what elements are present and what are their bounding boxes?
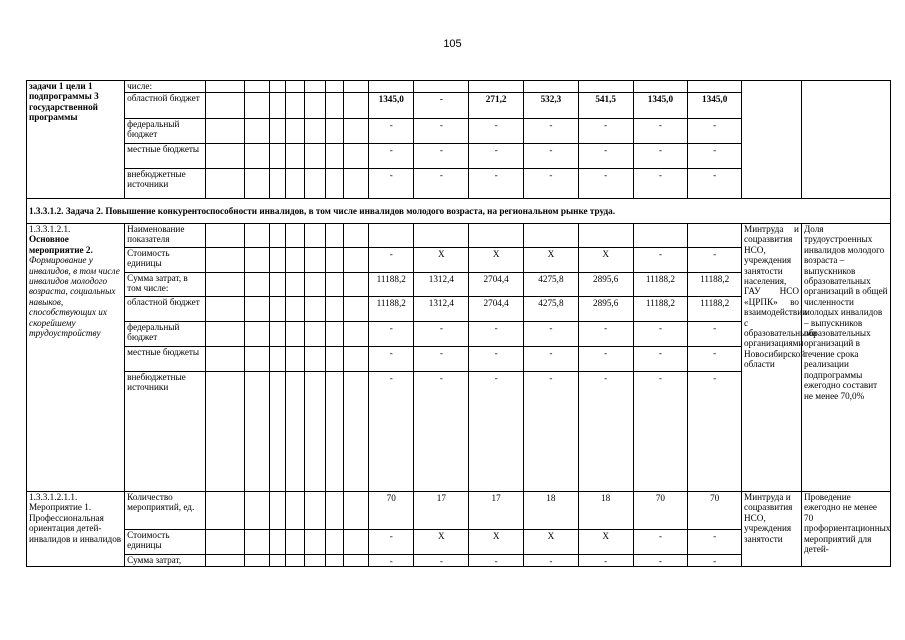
empty-cell — [304, 119, 325, 144]
row-label: Стоимость единицы — [125, 248, 206, 273]
empty-cell — [269, 372, 286, 492]
value-cell: - — [688, 530, 742, 555]
empty-cell — [269, 248, 286, 273]
value-cell: 1345,0 — [369, 93, 414, 119]
value-cell — [633, 224, 688, 248]
value-cell — [414, 224, 469, 248]
empty-cell — [245, 372, 270, 492]
value-cell: - — [469, 555, 524, 567]
value-cell: 1345,0 — [688, 93, 742, 119]
activity-name-cell — [27, 224, 125, 492]
row-label: Стоимость единицы — [125, 530, 206, 555]
empty-cell — [344, 273, 369, 297]
row-label: числе: — [125, 81, 206, 93]
empty-cell — [269, 297, 286, 322]
empty-cell — [245, 169, 270, 199]
empty-cell — [325, 169, 344, 199]
empty-cell — [286, 169, 305, 199]
value-cell: 18 — [578, 492, 633, 530]
value-cell: 4275,8 — [524, 297, 579, 322]
value-cell: 2895,6 — [578, 273, 633, 297]
value-cell: - — [369, 322, 414, 347]
activity-title: Мероприятие 1. Профессиональная ориентация детей-инвалидов и инвалидов — [29, 502, 122, 544]
value-cell: - — [524, 322, 579, 347]
empty-cell — [205, 297, 244, 322]
executor-cell: Минтруда и соцразвития НСО, учреждения занятости — [742, 492, 802, 567]
empty-cell — [245, 224, 270, 248]
value-cell: 70 — [633, 492, 688, 530]
empty-cell — [304, 224, 325, 248]
program-name-line: программы — [29, 112, 78, 123]
empty-cell — [304, 322, 325, 347]
value-cell — [369, 224, 414, 248]
row-label: областной бюджет — [125, 93, 206, 119]
empty-cell — [325, 81, 344, 93]
row-label: федеральный бюджет — [125, 322, 206, 347]
empty-cell — [205, 144, 244, 169]
program-name-line: подпрограммы 3 — [29, 91, 99, 102]
program-name-cell — [27, 81, 125, 199]
empty-cell — [344, 347, 369, 372]
value-cell: - — [688, 248, 742, 273]
value-cell — [469, 224, 524, 248]
value-cell: - — [688, 144, 742, 169]
value-cell: 11188,2 — [369, 273, 414, 297]
empty-cell — [269, 93, 286, 119]
value-cell: - — [524, 144, 579, 169]
value-cell: - — [469, 347, 524, 372]
empty-cell — [286, 224, 305, 248]
value-cell: - — [414, 372, 469, 492]
result-cell: Проведение ежегодно не менее 70 профориентационных мероприятий для детей- — [801, 492, 890, 567]
empty-cell — [344, 322, 369, 347]
program-name-line: задачи 1 цели 1 — [29, 81, 93, 91]
empty-cell — [245, 93, 270, 119]
empty-cell — [344, 248, 369, 273]
empty-cell — [325, 248, 344, 273]
empty-cell — [344, 81, 369, 93]
empty-cell — [269, 530, 286, 555]
value-cell: 17 — [469, 492, 524, 530]
empty-cell — [325, 492, 344, 530]
empty-cell — [269, 322, 286, 347]
empty-cell — [205, 119, 244, 144]
empty-cell — [245, 119, 270, 144]
value-cell — [524, 81, 579, 93]
empty-cell — [245, 347, 270, 372]
value-cell: - — [414, 144, 469, 169]
empty-cell — [344, 93, 369, 119]
empty-cell — [286, 144, 305, 169]
value-cell: - — [524, 347, 579, 372]
value-cell: 70 — [688, 492, 742, 530]
table-row — [27, 492, 891, 530]
empty-cell — [344, 169, 369, 199]
value-cell: - — [688, 169, 742, 199]
row-label: Наименование показателя — [125, 224, 206, 248]
empty-cell — [344, 372, 369, 492]
activity-name-cell — [27, 492, 125, 567]
empty-cell — [205, 347, 244, 372]
value-cell: - — [469, 119, 524, 144]
value-cell: - — [369, 169, 414, 199]
value-cell: X — [414, 248, 469, 273]
value-cell — [578, 81, 633, 93]
value-cell — [633, 81, 688, 93]
program-name-line: государственной — [29, 101, 98, 112]
row-label: федеральный бюджет — [125, 119, 206, 144]
empty-cell — [269, 119, 286, 144]
value-cell: - — [578, 322, 633, 347]
empty-cell — [286, 347, 305, 372]
value-cell: 2704,4 — [469, 273, 524, 297]
value-cell: - — [469, 322, 524, 347]
empty-cell — [325, 93, 344, 119]
row-label: Сумма затрат, в том числе: — [125, 273, 206, 297]
empty-cell — [205, 322, 244, 347]
value-cell: X — [524, 530, 579, 555]
empty-cell — [205, 492, 244, 530]
value-cell: - — [578, 169, 633, 199]
empty-cell — [245, 555, 270, 567]
empty-cell — [245, 144, 270, 169]
empty-cell — [286, 297, 305, 322]
empty-cell — [304, 144, 325, 169]
value-cell: X — [469, 530, 524, 555]
value-cell: X — [524, 248, 579, 273]
value-cell: - — [688, 322, 742, 347]
empty-cell — [304, 93, 325, 119]
empty-cell — [344, 297, 369, 322]
row-label: Количество мероприятий, ед. — [125, 492, 206, 530]
empty-cell — [325, 224, 344, 248]
row-label: местные бюджеты — [125, 144, 206, 169]
value-cell: X — [578, 530, 633, 555]
empty-cell — [245, 273, 270, 297]
value-cell: - — [633, 248, 688, 273]
value-cell: X — [578, 248, 633, 273]
value-cell: - — [578, 119, 633, 144]
value-cell: - — [414, 555, 469, 567]
value-cell: X — [469, 248, 524, 273]
empty-cell — [286, 492, 305, 530]
value-cell: - — [633, 322, 688, 347]
empty-cell — [286, 530, 305, 555]
empty-cell — [286, 322, 305, 347]
value-cell: - — [369, 530, 414, 555]
value-cell: 1312,4 — [414, 273, 469, 297]
row-label: внебюджетные источники — [125, 169, 206, 199]
value-cell: 1345,0 — [633, 93, 688, 119]
empty-cell — [325, 297, 344, 322]
empty-cell — [304, 273, 325, 297]
value-cell: - — [414, 119, 469, 144]
empty-cell — [245, 297, 270, 322]
empty-cell — [205, 224, 244, 248]
table-row — [27, 81, 891, 93]
activity-code: 1.3.3.1.2.1. — [29, 224, 71, 234]
table-row — [27, 224, 891, 248]
empty-cell — [325, 372, 344, 492]
value-cell: 18 — [524, 492, 579, 530]
empty-cell — [205, 93, 244, 119]
value-cell: 2895,6 — [578, 297, 633, 322]
executor-cell: Минтруда и соцразвития НСО, учреждения занятости населения, ГАУ НСО «ЦРПК» во взаимодействии с образовательными организациями Новосибирской области — [742, 224, 802, 492]
empty-cell — [344, 492, 369, 530]
empty-cell — [325, 119, 344, 144]
value-cell: - — [578, 372, 633, 492]
value-cell: - — [369, 372, 414, 492]
value-cell: - — [414, 347, 469, 372]
empty-cell — [205, 273, 244, 297]
value-cell: 541,5 — [578, 93, 633, 119]
empty-cell — [304, 297, 325, 322]
value-cell: - — [688, 372, 742, 492]
value-cell: 11188,2 — [369, 297, 414, 322]
value-cell: - — [414, 93, 469, 119]
value-cell — [524, 224, 579, 248]
result-cell: Доля трудоустроенных инвалидов молодого возраста – выпускников образовательных организаций в общей численности молодых инвалидов – выпускников образовательных организаций в течение срока реализации подпрограммы ежегодно составит не менее 70,0% — [801, 224, 890, 492]
empty-cell — [269, 347, 286, 372]
empty-cell — [344, 224, 369, 248]
empty-cell — [205, 248, 244, 273]
value-cell: - — [469, 372, 524, 492]
value-cell: - — [469, 144, 524, 169]
empty-cell — [344, 144, 369, 169]
empty-cell — [286, 248, 305, 273]
empty-cell — [205, 169, 244, 199]
value-cell: - — [633, 372, 688, 492]
activity-title: Основное мероприятие 2. — [29, 234, 93, 255]
value-cell: 11188,2 — [633, 273, 688, 297]
empty-cell — [304, 492, 325, 530]
empty-cell — [325, 555, 344, 567]
value-cell: - — [688, 119, 742, 144]
value-cell — [469, 81, 524, 93]
value-cell — [414, 81, 469, 93]
empty-cell — [286, 93, 305, 119]
empty-cell — [205, 555, 244, 567]
value-cell — [369, 81, 414, 93]
value-cell: - — [578, 347, 633, 372]
executor-cell — [742, 81, 802, 199]
empty-cell — [325, 347, 344, 372]
budget-table — [26, 80, 891, 567]
empty-cell — [344, 555, 369, 567]
value-cell: - — [414, 322, 469, 347]
value-cell: - — [633, 530, 688, 555]
value-cell: - — [578, 144, 633, 169]
value-cell: - — [369, 555, 414, 567]
value-cell: - — [633, 144, 688, 169]
value-cell: X — [414, 530, 469, 555]
value-cell: 17 — [414, 492, 469, 530]
empty-cell — [286, 372, 305, 492]
empty-cell — [304, 372, 325, 492]
empty-cell — [325, 273, 344, 297]
empty-cell — [205, 372, 244, 492]
value-cell: 271,2 — [469, 93, 524, 119]
empty-cell — [325, 530, 344, 555]
empty-cell — [344, 530, 369, 555]
empty-cell — [269, 144, 286, 169]
empty-cell — [286, 273, 305, 297]
empty-cell — [245, 492, 270, 530]
empty-cell — [269, 492, 286, 530]
empty-cell — [344, 119, 369, 144]
page-number: 105 — [443, 38, 462, 50]
value-cell: - — [414, 169, 469, 199]
value-cell — [688, 224, 742, 248]
activity-description: Формирование у инвалидов, в том числе инвалидов молодого возраста, социальных навыков, способствующих их скорейшему трудоустройству — [29, 255, 120, 339]
section-header-row — [27, 199, 891, 224]
value-cell: - — [369, 119, 414, 144]
value-cell: - — [633, 169, 688, 199]
row-label: внебюджетные источники — [125, 372, 206, 492]
row-label: местные бюджеты — [125, 347, 206, 372]
value-cell: - — [688, 555, 742, 567]
value-cell: - — [524, 555, 579, 567]
value-cell: - — [524, 119, 579, 144]
value-cell: 11188,2 — [688, 273, 742, 297]
empty-cell — [269, 169, 286, 199]
section-header: 1.3.3.1.2. Задача 2. Повышение конкурентоспособности инвалидов, в том числе инвалидов молодого возраста, на региональном рынке труда. — [27, 199, 891, 224]
empty-cell — [245, 81, 270, 93]
value-cell: 11188,2 — [633, 297, 688, 322]
value-cell: - — [524, 372, 579, 492]
value-cell: 4275,8 — [524, 273, 579, 297]
value-cell: - — [688, 347, 742, 372]
row-label: областной бюджет — [125, 297, 206, 322]
empty-cell — [245, 248, 270, 273]
value-cell: - — [524, 169, 579, 199]
result-cell — [801, 81, 890, 199]
empty-cell — [245, 530, 270, 555]
empty-cell — [304, 530, 325, 555]
empty-cell — [325, 322, 344, 347]
empty-cell — [205, 530, 244, 555]
value-cell: - — [633, 119, 688, 144]
empty-cell — [245, 322, 270, 347]
row-label: Сумма затрат, — [125, 555, 206, 567]
empty-cell — [304, 248, 325, 273]
value-cell: - — [633, 347, 688, 372]
empty-cell — [286, 555, 305, 567]
empty-cell — [205, 81, 244, 93]
value-cell: - — [578, 555, 633, 567]
empty-cell — [286, 81, 305, 93]
empty-cell — [304, 555, 325, 567]
empty-cell — [269, 224, 286, 248]
empty-cell — [269, 555, 286, 567]
empty-cell — [304, 81, 325, 93]
value-cell — [578, 224, 633, 248]
value-cell: - — [369, 248, 414, 273]
value-cell: 2704,4 — [469, 297, 524, 322]
value-cell: - — [369, 347, 414, 372]
value-cell: 11188,2 — [688, 297, 742, 322]
empty-cell — [325, 144, 344, 169]
empty-cell — [304, 347, 325, 372]
value-cell: - — [369, 144, 414, 169]
value-cell — [688, 81, 742, 93]
value-cell: 70 — [369, 492, 414, 530]
activity-code: 1.3.3.1.2.1.1. — [29, 492, 78, 502]
empty-cell — [269, 273, 286, 297]
value-cell: 532,3 — [524, 93, 579, 119]
empty-cell — [304, 169, 325, 199]
value-cell: - — [469, 169, 524, 199]
empty-cell — [269, 81, 286, 93]
value-cell: 1312,4 — [414, 297, 469, 322]
empty-cell — [286, 119, 305, 144]
value-cell: - — [633, 555, 688, 567]
